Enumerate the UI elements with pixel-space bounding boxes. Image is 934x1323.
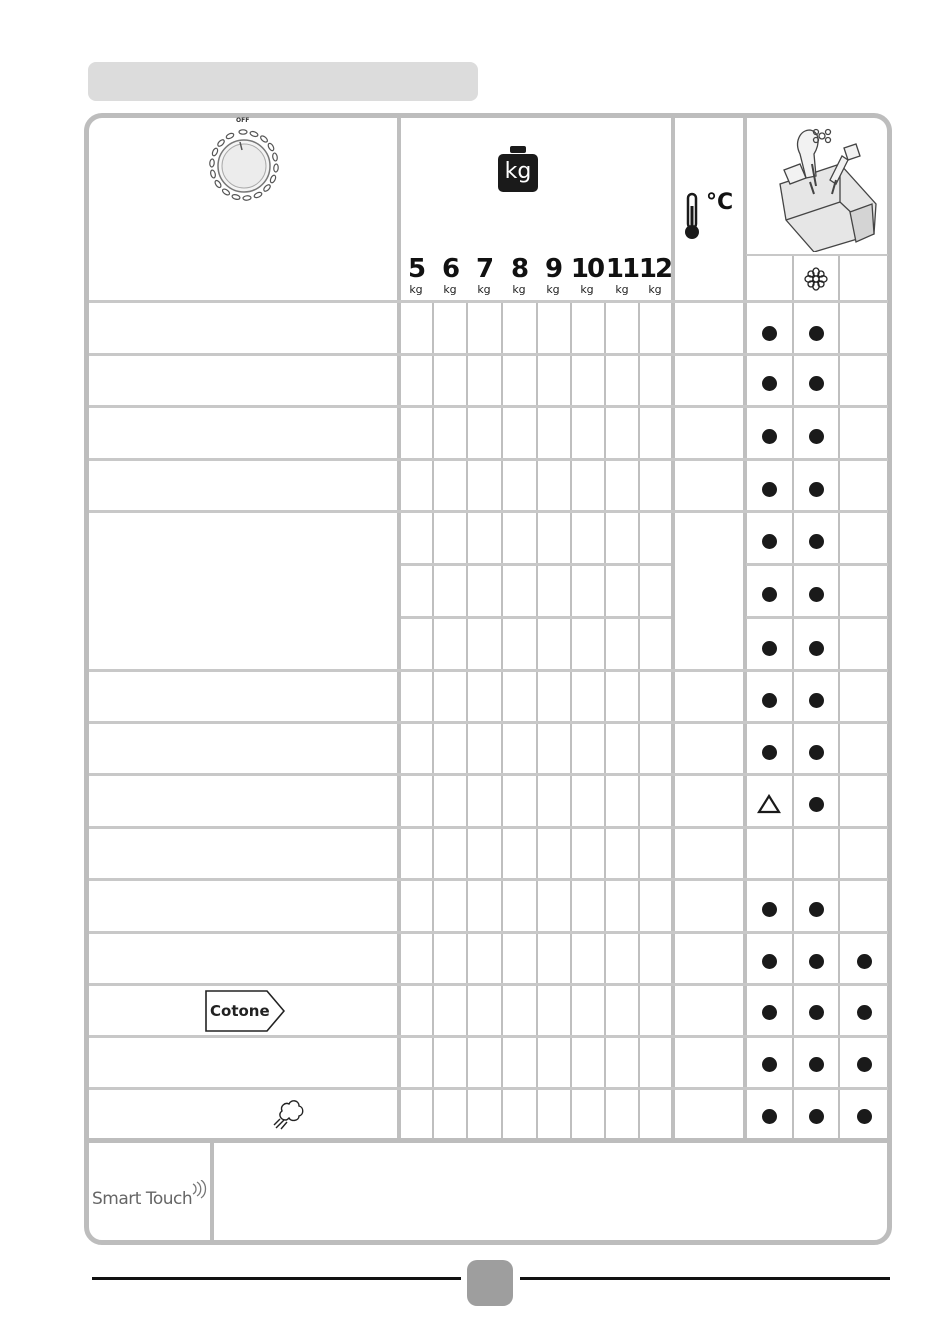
load-capacity-8: 8 — [510, 254, 528, 284]
load-capacity-9: 9 — [544, 254, 562, 284]
detergent-dot-icon — [762, 482, 777, 497]
detergent-dot-icon — [809, 902, 824, 917]
load-unit: kg — [580, 283, 594, 296]
row-divider — [89, 300, 888, 303]
row-divider — [89, 983, 888, 986]
detergent-dot-icon — [809, 641, 824, 656]
cotone-label: Cotone — [210, 1002, 270, 1020]
section-title-bar — [88, 62, 478, 101]
detergent-dot-icon — [809, 429, 824, 444]
steam-icon — [272, 1094, 306, 1130]
footer-column-divider — [210, 1141, 214, 1240]
row-divider — [89, 669, 888, 672]
detergent-dot-icon — [857, 1109, 872, 1124]
detergent-dot-icon — [809, 1057, 824, 1072]
row-divider — [89, 353, 888, 356]
detergent-dot-icon — [809, 693, 824, 708]
detergent-dot-icon — [762, 1005, 777, 1020]
detergent-dot-icon — [762, 693, 777, 708]
load-unit: kg — [648, 283, 662, 296]
row-divider — [89, 721, 888, 724]
dial-off-label: OFF — [236, 117, 250, 124]
detergent-dot-icon — [809, 587, 824, 602]
nfc-wave-icon — [190, 1180, 210, 1200]
detergent-dot-icon — [762, 1109, 777, 1124]
detergent-dot-icon — [809, 1109, 824, 1124]
column-divider-load — [432, 300, 434, 1140]
detergent-dot-icon — [809, 326, 824, 341]
column-divider-detergent — [792, 255, 794, 1140]
detergent-dot-icon — [762, 641, 777, 656]
detergent-dot-icon — [762, 587, 777, 602]
detergent-dot-icon — [809, 534, 824, 549]
detergent-dot-icon — [809, 1005, 824, 1020]
temperature-label: °C — [706, 190, 734, 215]
weight-icon-label: kg — [504, 159, 532, 184]
detergent-dot-icon — [809, 482, 824, 497]
smart-touch-label: Smart Touch — [92, 1189, 193, 1209]
load-unit: kg — [546, 283, 560, 296]
page-number-tab — [467, 1260, 513, 1306]
load-capacity-7: 7 — [475, 254, 493, 284]
detergent-drawer-icon — [770, 124, 882, 252]
column-divider-load — [604, 300, 606, 1140]
detergent-dot-icon — [762, 534, 777, 549]
row-divider — [89, 826, 888, 829]
load-capacity-5: 5 — [407, 254, 425, 284]
row-divider — [89, 773, 888, 776]
row-divider — [89, 510, 888, 513]
detergent-dot-icon — [857, 1057, 872, 1072]
load-unit: kg — [615, 283, 629, 296]
row-divider — [89, 1035, 888, 1038]
load-capacity-6: 6 — [441, 254, 459, 284]
detergent-triangle-icon — [757, 794, 781, 814]
column-divider-load — [501, 300, 503, 1140]
row-divider — [89, 1087, 888, 1090]
load-unit: kg — [512, 283, 526, 296]
row-divider-load — [401, 616, 671, 619]
row-divider — [89, 878, 888, 881]
detergent-dot-icon — [762, 954, 777, 969]
detergent-dot-icon — [857, 954, 872, 969]
detergent-dot-icon — [809, 797, 824, 812]
program-dial-icon — [200, 126, 286, 206]
column-divider-load — [638, 300, 640, 1140]
row-divider-load — [401, 563, 671, 566]
load-unit: kg — [409, 283, 423, 296]
detergent-dot-icon — [857, 1005, 872, 1020]
column-divider-load — [466, 300, 468, 1140]
load-capacity-11: 11 — [605, 254, 639, 284]
load-capacity-10: 10 — [570, 254, 604, 284]
footer-rule-right — [520, 1277, 890, 1280]
column-divider-load — [536, 300, 538, 1140]
softener-flower-icon — [804, 267, 828, 291]
detergent-dot-icon — [762, 745, 777, 760]
detergent-dot-icon — [762, 376, 777, 391]
detergent-dot-icon — [762, 326, 777, 341]
row-divider-detergent — [746, 563, 888, 566]
row-divider-detergent — [746, 616, 888, 619]
detergent-dot-icon — [762, 429, 777, 444]
load-capacity-12: 12 — [638, 254, 672, 284]
column-divider-load — [570, 300, 572, 1140]
detergent-header-divider — [746, 254, 888, 256]
detergent-dot-icon — [809, 745, 824, 760]
row-divider — [89, 405, 888, 408]
load-unit: kg — [477, 283, 491, 296]
detergent-dot-icon — [809, 376, 824, 391]
detergent-dot-icon — [762, 902, 777, 917]
column-divider-detergent — [838, 255, 840, 1140]
row-divider — [89, 931, 888, 934]
column-divider-detergent — [743, 118, 747, 1140]
load-unit: kg — [443, 283, 457, 296]
table-footer-divider — [89, 1138, 888, 1143]
footer-rule-left — [92, 1277, 461, 1280]
row-divider — [89, 458, 888, 461]
detergent-dot-icon — [809, 954, 824, 969]
detergent-dot-icon — [762, 1057, 777, 1072]
